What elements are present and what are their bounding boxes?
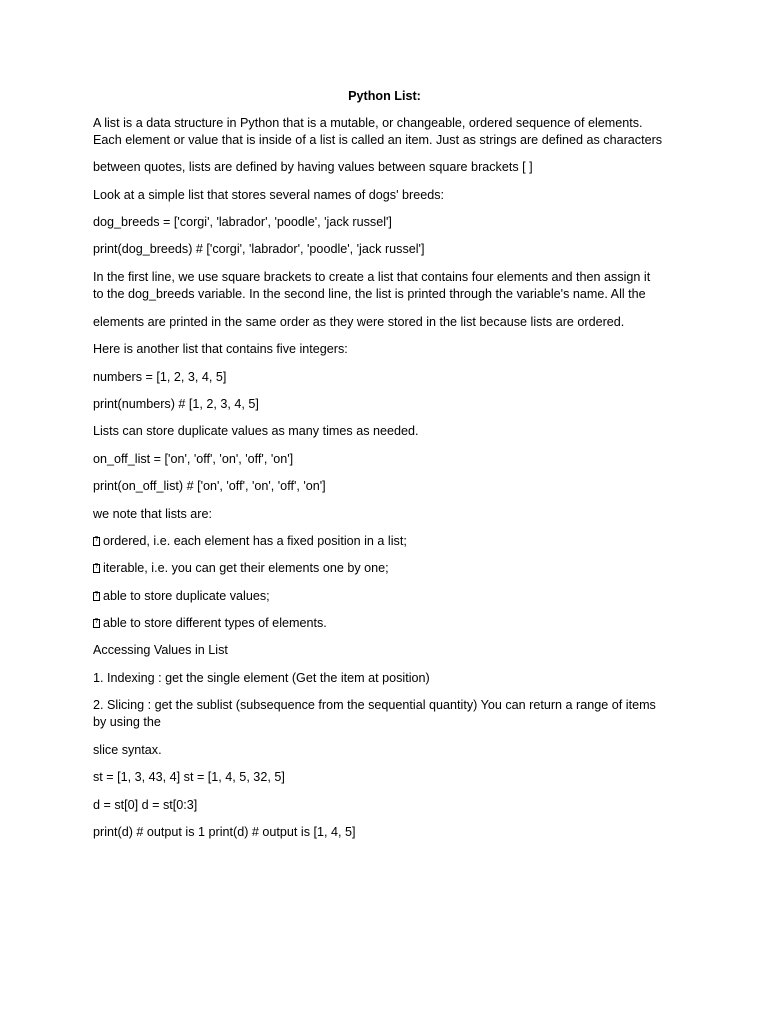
bullet-text: iterable, i.e. you can get their elements one by one; [103,561,389,575]
paragraph-line: we note that lists are: [93,507,213,521]
bullet-item [93,533,407,550]
document-title: Python List: [348,89,421,103]
bullet-text: ordered, i.e. each element has a fixed position in a list; [103,534,407,548]
paragraph-line: Here is another list that contains five integers: [93,342,348,356]
paragraph-line: Look at a simple list that stores several names of dogs' breeds: [93,188,445,202]
code-line: on_off_list = ['on', 'off', 'on', 'off', 'on'] [93,452,294,466]
paragraph-line: Lists can store duplicate values as many times as needed. [93,424,419,438]
code-line: st = [1, 3, 43, 4] st = [1, 4, 5, 32, 5] [93,770,285,784]
code-line: print(dog_breeds) # ['corgi', 'labrador', 'poodle', 'jack russel'] [93,242,425,256]
bullet-item [93,560,389,577]
paragraph-line: to the dog_breeds variable. In the second line, the list is printed through the variable's name. All the [93,287,646,301]
paragraph-line: elements are printed in the same order as they were stored in the list because lists are ordered. [93,315,625,329]
code-line: print(numbers) # [1, 2, 3, 4, 5] [93,397,259,411]
paragraph-line: by using the [93,715,161,729]
missing-glyph-icon [93,619,100,628]
code-line: dog_breeds = ['corgi', 'labrador', 'poodle', 'jack russel'] [93,215,392,229]
bullet-item [93,615,327,632]
paragraph-line: Each element or value that is inside of a list is called an item. Just as strings are defined as characters [93,133,663,147]
section-heading: Accessing Values in List [93,643,228,657]
paragraph-line: 2. Slicing : get the sublist (subsequence from the sequential quantity) You can return a range of items [93,698,656,712]
paragraph-line: A list is a data structure in Python that is a mutable, or changeable, ordered sequence of elements. [93,116,643,130]
missing-glyph-icon [93,564,100,573]
code-line: print(d) # output is 1 print(d) # output is [1, 4, 5] [93,825,356,839]
paragraph-line: slice syntax. [93,743,162,757]
bullet-text: able to store duplicate values; [103,589,270,603]
paragraph-line: 1. Indexing : get the single element (Get the item at position) [93,671,430,685]
paragraph-line: In the first line, we use square brackets to create a list that contains four elements and then assign it [93,270,651,284]
code-line: d = st[0] d = st[0:3] [93,798,198,812]
bullet-text: able to store different types of elements. [103,616,327,630]
paragraph-line: between quotes, lists are defined by having values between square brackets [ ] [93,160,533,174]
bullet-item [93,588,270,605]
code-line: print(on_off_list) # ['on', 'off', 'on', 'off', 'on'] [93,479,326,493]
missing-glyph-icon [93,592,100,601]
code-line: numbers = [1, 2, 3, 4, 5] [93,370,227,384]
missing-glyph-icon [93,537,100,546]
